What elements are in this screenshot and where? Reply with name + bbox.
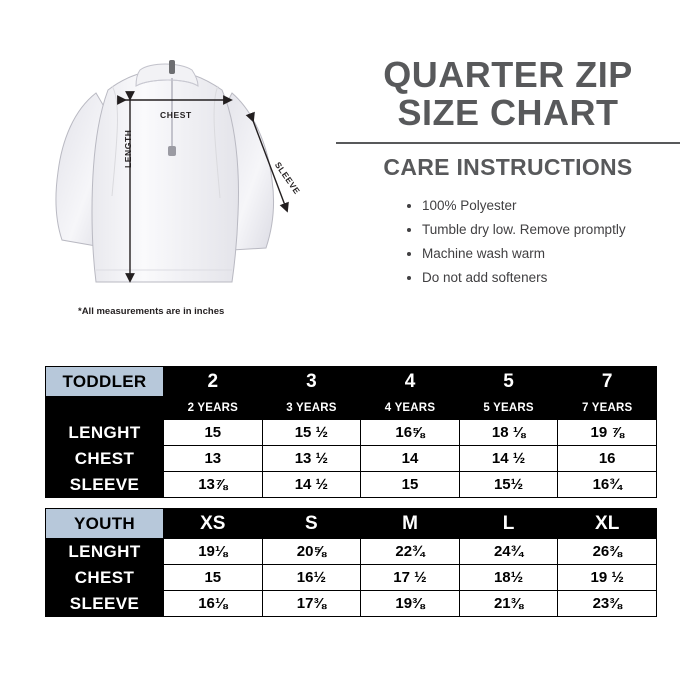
table-row (46, 446, 657, 472)
title-divider (336, 142, 680, 144)
table-cell: 13⅞ (164, 472, 263, 498)
table-cell: 15 (164, 420, 263, 446)
table-cell: 19⅜ (361, 591, 460, 617)
table-row (46, 472, 657, 498)
row-label-length: LENGHT (46, 539, 164, 565)
row-label-sleeve: SLEEVE (46, 591, 164, 617)
length-dimension-label: LENGTH (123, 129, 133, 168)
row-label-chest: CHEST (46, 446, 164, 472)
toddler-age-header: 3 YEARS (262, 397, 361, 420)
table-cell: 14 ½ (459, 446, 558, 472)
toddler-size-header: 3 (262, 367, 361, 397)
table-row (46, 591, 657, 617)
row-label-length: LENGHT (46, 420, 164, 446)
table-row (46, 509, 657, 539)
table-cell: 18 ⅛ (459, 420, 558, 446)
youth-size-table (45, 508, 657, 617)
youth-group-label: YOUTH (46, 509, 164, 539)
table-cell: 19⅛ (164, 539, 263, 565)
table-cell: 14 ½ (262, 472, 361, 498)
toddler-size-header: 2 (164, 367, 263, 397)
toddler-size-table (45, 366, 657, 498)
toddler-size-header: 5 (459, 367, 558, 397)
list-item: • 100% Polyester (422, 195, 686, 216)
table-cell: 17 ½ (361, 565, 460, 591)
table-cell: 13 (164, 446, 263, 472)
spacer-cell (46, 397, 164, 420)
care-instructions-title: CARE INSTRUCTIONS (383, 154, 633, 180)
table-cell: 19 ½ (558, 565, 657, 591)
table-row (46, 367, 657, 397)
toddler-size-header: 4 (361, 367, 460, 397)
table-cell: 16⅝ (361, 420, 460, 446)
table-cell: 15 ½ (262, 420, 361, 446)
table-cell: 14 (361, 446, 460, 472)
toddler-age-header: 7 YEARS (558, 397, 657, 420)
table-cell: 19 ⅞ (558, 420, 657, 446)
list-item: • Tumble dry low. Remove promptly (422, 219, 686, 240)
table-cell: 17⅜ (262, 591, 361, 617)
table-cell: 16¾ (558, 472, 657, 498)
youth-size-header: XS (164, 509, 263, 539)
row-label-chest: CHEST (46, 565, 164, 591)
toddler-age-header: 5 YEARS (459, 397, 558, 420)
measurement-note: *All measurements are in inches (78, 306, 225, 317)
table-cell: 22¾ (361, 539, 460, 565)
sleeve-dimension-label: SLEEVE (272, 160, 303, 197)
list-item: • Do not add softeners (422, 267, 686, 288)
table-cell: 13 ½ (262, 446, 361, 472)
toddler-age-header: 2 YEARS (164, 397, 263, 420)
table-cell: 20⅝ (262, 539, 361, 565)
table-cell: 15 (164, 565, 263, 591)
title-line-2: SIZE CHART (397, 92, 619, 133)
table-cell: 21⅜ (459, 591, 558, 617)
table-row (46, 397, 657, 420)
title-line-1: QUARTER ZIP (383, 54, 633, 95)
table-row (46, 420, 657, 446)
table-cell: 16⅛ (164, 591, 263, 617)
toddler-size-header: 7 (558, 367, 657, 397)
youth-size-header: L (459, 509, 558, 539)
chest-dimension-label: CHEST (160, 110, 192, 120)
youth-size-header: M (361, 509, 460, 539)
garment-illustration (0, 0, 330, 350)
shirt-drawing (0, 0, 330, 350)
table-cell: 16 (558, 446, 657, 472)
table-cell: 26⅜ (558, 539, 657, 565)
toddler-group-label: TODDLER (46, 367, 164, 397)
size-tables (45, 366, 657, 617)
info-section (330, 0, 700, 350)
list-item: • Machine wash warm (422, 243, 686, 264)
table-cell: 23⅜ (558, 591, 657, 617)
table-cell: 18½ (459, 565, 558, 591)
page-title (330, 56, 686, 132)
care-instructions-list (330, 195, 686, 288)
table-row (46, 539, 657, 565)
table-cell: 16½ (262, 565, 361, 591)
toddler-age-header: 4 YEARS (361, 397, 460, 420)
table-cell: 24¾ (459, 539, 558, 565)
table-cell: 15 (361, 472, 460, 498)
table-row (46, 565, 657, 591)
table-cell: 15½ (459, 472, 558, 498)
row-label-sleeve: SLEEVE (46, 472, 164, 498)
youth-size-header: S (262, 509, 361, 539)
youth-size-header: XL (558, 509, 657, 539)
